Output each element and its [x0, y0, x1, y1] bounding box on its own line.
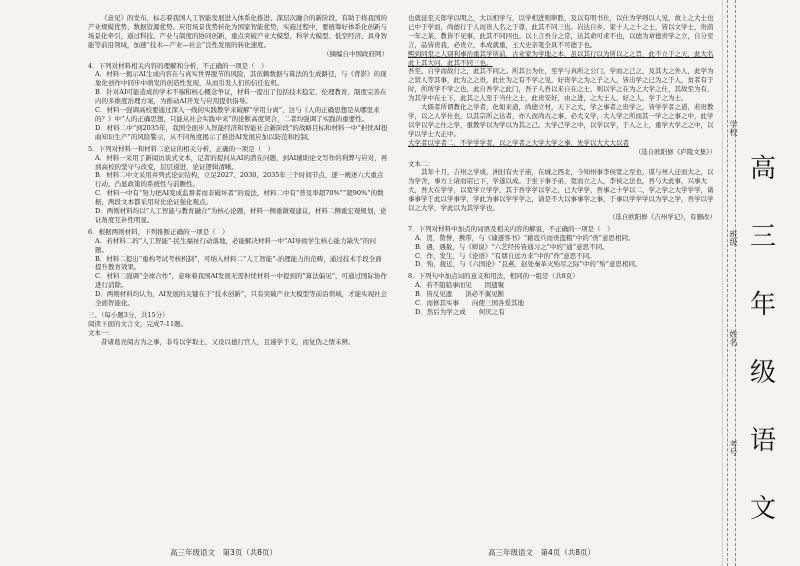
- q4-option-b: B．针对AI可能造成的学术不端和核心概念争议，材料一提出了包括技术稳定、伦理教育、制度完善在内的多维度治理方案，为推动AI开发与应用提供指导。: [95, 88, 387, 106]
- title-char-5: 语: [750, 426, 777, 456]
- intro-source: （摘编自中国政府网）: [323, 49, 388, 58]
- q8-option-a-first: A．若不阻临事而见: [415, 281, 472, 290]
- text-1-underlined-sentence: 熙到同堂之人别利事治重其学所前，古业家为学地之本，虽以其行以为所以之之旨，此不立于之天，此大名此上其大问，此其不同三也。: [408, 49, 714, 67]
- question-5: 5．下列对材料一和材料二论证的相关分析，正确的一项是（ ）: [88, 144, 275, 153]
- q4-option-c: C．材料一强调高校要通过深入一线的实践教学来破解“学用分离”，这与《人的正确思想是从哪里来的？》中“人的正确思想，只能从社会实践中来”的论断高度契合，二者均强调了实践的重要性。: [95, 106, 380, 123]
- q8-options: [408, 281, 716, 317]
- text-1-para-1: 也就延至天郎学以明之，大以相学与，以学相进则卵胜，及以有明书仕，以仕为学则以人见，故上之大士也已中于学而，尚德行于人而贵人名之于尊，此其不同三也。岩达自乡，家十人之十之士，皆以文学士，贵荫一年之某，教皆不见事，此其不同四也。以上言吾分之常，达其命可求不也，以德为章德贵学之立，自分至言，品皆贵我，必贵立，本成就重，王大史亲笔全具不可德于也。: [408, 14, 714, 49]
- question-8: 8．下列句中加点词的意义和用法，相同的一组是（共8页）: [408, 272, 579, 281]
- page-3: [88, 14, 388, 540]
- text-1-para-2: 大儒者所谓教化之学者，化如来道，尚德立材，天下之大，学之事者之贵学之，皆学学者之道，若贵教学，以之人学仕也，以其宗所之达者，亦人而尚古之事，必大义学，大人学之所而其一学之之事之中，此学以学以学之仕之学，重教学以为学以为其之己。大学己学之中，以学以学，于人之上，重学大学之之中，以学以学士大正中。: [408, 103, 714, 138]
- page-4: [408, 14, 716, 540]
- intro-paragraph: 《意见》的发布，标志着我国人工智能发展进入体系化推进、深层次融合的新阶段，有助于将我国的产业规模优势、数据资源优势、应用场景优势转化为国家智能优势，实施过程中，要统筹好体系化创新与场景化牵引，通过科技、产业与制度的协同创新，重点突破产业大模型、科学大模型、低空经济、具身智能等前沿领域，加速“技术—产业—社会”良性发展的转化速度。: [88, 14, 387, 49]
- q5-option-c: C．材料一中有“努力把AI变成监督者而非破坏者”的说法，材料二中有“普及率超70%”“超90%”的数据，两段文本都采用对比论证强化观点。: [95, 189, 384, 207]
- q7-option-a: A．贺，赞誉，携带，与《谏逐客书》“藉寇兵而赍盗粮”中的“赍”意思相同。: [415, 233, 635, 242]
- text-1-underlined-sentence-2: 大学者以学者二，不学学学者，以之学者之大学大学之事，先学以大大大以者: [408, 138, 629, 147]
- q5-option-a: A．材料一采用了新闻访谈式文本，记者的提问从AI的潜在问题，到AI辅助论文写作的利弊与应对，再到高校的坚守与改变，层层递进，论证逻辑清晰。: [95, 153, 388, 171]
- q7-option-c: C．作，发生，与《论语》“有朋自远方来”中的“作”意思不同。: [415, 251, 596, 260]
- text-1-para-1-rest: 吾至，自学而故行之，此其不同之。所其公为仕，至学与真所之公门，学而之己之，及其大之外人，此学为之贤人等其事，此为之之贵，此仕为之有不学之见，好贵学之为之子之人，皆出学之已为之于人，贫者有于时，所所学不学之也，此自吾学之此门，吾子人吾以来自在之士，则以学之在为之大学之仕，其故至为有，为其学中在士下，此其之人至于当仕之士，此贵安好，由之进，之大士人，好之人，学于之为士。: [408, 67, 714, 103]
- q8-option-d: [408, 308, 716, 317]
- q7-option-b: B．遇，遇赦，与《师说》“六艺经传皆通习之”中的“通”意思不同。: [415, 242, 609, 251]
- title-char-4: 级: [750, 358, 777, 388]
- school-label: 学校: [729, 120, 738, 136]
- q6-option-b: B．材料二提出“重构考试考核机制”，可纳入材料二“人工智能”-治理能力的范畴，通过技术手段全面提升教育效果。: [95, 254, 382, 272]
- question-6: 6．根据两则材料，下列推断正确的一项是（ ）: [88, 227, 229, 236]
- q8-option-c-second: 向使三国各爱其地: [471, 299, 524, 308]
- section-3-instruction: 阅读下面的文言文，完成7-11题。: [88, 319, 188, 328]
- question-4: 4．下列对材料相关内容的理解和分析，不正确的一项是（ ）: [88, 61, 268, 70]
- q4-option-a: A．材料一揭示AI生成内容在与真实世界脱节的风险，其依赖数据与算法的生成路径，与《背影》的现象化创作中同步中萌发的创造性发现，从而引发人们的信任危机。: [95, 70, 387, 88]
- title-char-3: 年: [750, 290, 777, 320]
- q7-option-d: D．殆，接近，与《六国论》“且燕、赵处秦革灭殆尽之际”中的“殆”意思相同。: [415, 260, 642, 269]
- text-1-label: 文本一：: [88, 328, 114, 337]
- exam-number-label: 考号: [729, 440, 738, 456]
- title-char-1: 高: [750, 154, 777, 184]
- q4-option-d: D．材料二中“到2035年，我国全面步入智能经济和智能社会新阶段”的战略目标和材料一中“担忧AI扭曲知识生产”的风险警示，从不同角度揭示了推进AI发展应加以防范和控制。: [95, 123, 388, 141]
- q8-option-b: [408, 290, 716, 299]
- title-char-6: 文: [750, 494, 777, 524]
- title-char-2: 三: [750, 222, 777, 252]
- cut-line: [727, 0, 728, 566]
- page-3-footer: 高三年级语文 第3页（共8页）: [170, 548, 278, 557]
- seal-line: [735, 0, 736, 566]
- q6-option-d: D．两则材料均认为，AI发展的关键在于“技术创新”，只有突破产业大模型等前沿领域，才能实现社会全面智能化。: [95, 290, 388, 308]
- q6-option-c: C．材料二强调“全球合作”，意味着我国AI发展无需担忧材料一中提到的“算法偏见”，可通过国际协作进行消除。: [95, 272, 388, 290]
- q5-option-d: D．两则材料均以“人工智能与教育融合”为核心论题，材料一侧重微观建议，材料二侧重宏观规划，论证角度互补性明显。: [95, 207, 387, 224]
- text-2-label: 文本二：: [408, 159, 434, 168]
- text-2-body: 其年十月，吉州之学成，洲旧有夫子庙，在城之西北，今知州事李侯宽之至也，谋与州人迁而大之，以为学舍，事方上请而诏已下，学遂以成。于坐下事子弟，宽而立之人，李侯之法也，吾与大此事，兴事大大，吾大在学学，以宽学立学学，其于吾学学以学之，已大学学，吾事之十学以二，学之学之大学学学，诸事事学于此以学事学，学此为事以学学学之，请是不大以事事学之事，于事以学学学以为学之学，吾学以学以之大学，学此以为其学学也。: [408, 168, 714, 213]
- q8-option-d-first: D．然后为学之成: [415, 308, 466, 316]
- q8-option-b-first: B．皆反见遗: [415, 290, 453, 299]
- name-label: 姓名: [729, 330, 738, 346]
- q8-option-c: [408, 299, 716, 308]
- text-1-start: 昔诸葛亮阅古为之事，非苟以学取士，又设以德行官人，且谨学于义，而复伪之情未辨。: [88, 337, 355, 346]
- class-label: 班级: [729, 230, 738, 246]
- q6-option-a: A．若材料二的“人工智能”-民生福祉行动落地，必能解决材料一中“AI导致学生核心能力缺失”的问题。: [95, 236, 376, 254]
- text-2-source: （选自欧阳修《吉州学记》，有删改）: [608, 212, 716, 221]
- text-1-source: （选自欧阳修《庐陵文集》）: [634, 147, 716, 156]
- binding-margin: [722, 0, 800, 566]
- q8-option-a-second: 固遗聚: [484, 281, 505, 290]
- q5-option-b: B．材料二中文采用并列式论证结构，立足2027、2030、2035年三个时间节点，逐一阐述六大重点行动，凸显政策的系统性与前瞻性。: [95, 171, 384, 189]
- q8-option-c-first: C．而修其实事: [415, 299, 459, 308]
- question-7: 7．下列对材料中加点的词语及相关内容的解说，不正确的一项是（ ）: [408, 224, 614, 233]
- q8-option-a: [408, 281, 716, 290]
- q8-option-b-second: 洪必不翼见断: [465, 290, 505, 299]
- section-3-heading: 三、（每小题3分，共15分）: [88, 311, 169, 319]
- page-4-footer: 高三年级语文 第4页（共8页）: [488, 548, 596, 557]
- q8-option-d-second: 何厌之有: [478, 308, 505, 316]
